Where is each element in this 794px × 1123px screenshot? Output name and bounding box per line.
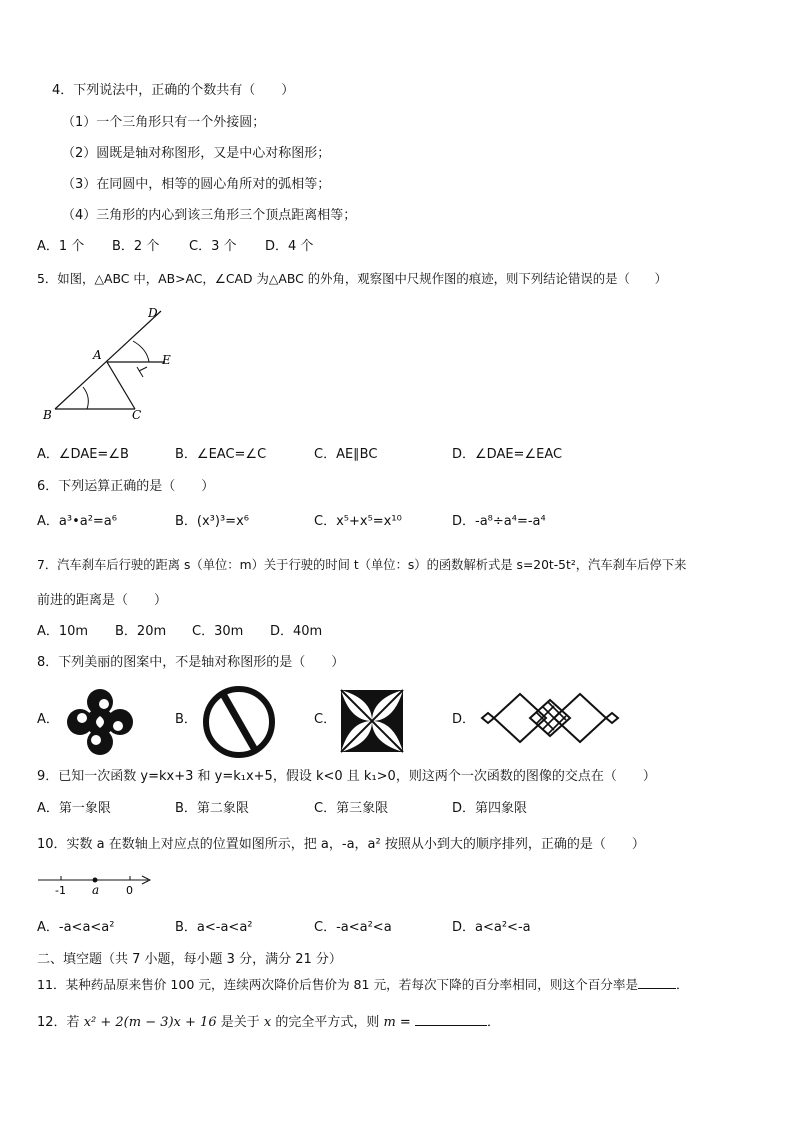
- q6-option-a: A．a³•a²=a⁶: [37, 514, 117, 529]
- q9-option-d: D．第四象限: [452, 801, 528, 816]
- q9-option-c: C．第三象限: [314, 801, 389, 816]
- q5-option-a: A．∠DAE=∠B: [37, 447, 129, 462]
- q7-stem-line2: 前进的距离是（ ）: [37, 593, 168, 608]
- section-title-fill-in: 二、填空题（共 7 小题，每小题 3 分，满分 21 分）: [37, 952, 342, 967]
- q10-option-d: D．a<a²<-a: [452, 920, 531, 935]
- q9-stem: 9．已知一次函数 y=kx+3 和 y=k₁x+5，假设 k<0 且 k₁>0，则这两个一次函数的图像的交点在（ ）: [37, 769, 656, 784]
- tick-label-zero: 0: [126, 884, 133, 897]
- q8-option-b: B．: [175, 712, 197, 727]
- q11-stem: [37, 976, 689, 994]
- q10-option-b: B．a<-a<a²: [175, 920, 253, 935]
- q8-option-a: A．: [37, 712, 59, 727]
- q8-pattern-b-circle-slash: [201, 684, 277, 760]
- q9-option-b: B．第二象限: [175, 801, 249, 816]
- arc-angle-dae: [133, 341, 149, 362]
- arc-mark-1: [137, 367, 143, 377]
- label-e: E: [162, 353, 171, 367]
- q7-stem-line1: 7．汽车刹车后行驶的距离 s（单位：m）关于行驶的时间 t（单位：s）的函数解析式是 s=20t-5t²，汽车刹车后停下来: [37, 558, 687, 572]
- q5-option-b: B．∠EAC=∠C: [175, 447, 267, 462]
- q12-suffix: 的完全平方式，则: [271, 1015, 384, 1030]
- q4-item-1: （1）一个三角形只有一个外接圆；: [62, 115, 266, 130]
- q9-option-a: A．第一象限: [37, 801, 111, 816]
- q12-answer-blank[interactable]: [415, 1013, 487, 1026]
- q10-option-a: A．-a<a<a²: [37, 920, 115, 935]
- q8-stem: 8．下列美丽的图案中，不是轴对称图形的是（ ）: [37, 655, 345, 670]
- q6-stem: 6．下列运算正确的是（ ）: [37, 479, 215, 494]
- label-d: D: [148, 306, 158, 320]
- q8-pattern-d-endless-knot: [480, 690, 626, 746]
- q6-option-b: B．(x³)³=x⁶: [175, 514, 249, 529]
- q4-item-4: （4）三角形的内心到该三角形三个顶点距离相等；: [62, 208, 357, 223]
- q10-option-c: C．-a<a²<a: [314, 920, 392, 935]
- q12-tail: ．: [486, 1015, 500, 1030]
- q10-stem: 10．实数 a 在数轴上对应点的位置如图所示，把 a，-a，a² 按照从小到大的顺序排列，正确的是（ ）: [37, 837, 645, 852]
- q12-middle: 是关于: [216, 1015, 264, 1030]
- q4-stem: 4．下列说法中，正确的个数共有（ ）: [52, 83, 295, 98]
- q6-option-d: D．-a⁸÷a⁴=-a⁴: [452, 514, 546, 529]
- q12-prefix: 12．若: [37, 1015, 84, 1030]
- tick-label-minus-one: -1: [55, 884, 66, 897]
- q8-option-d: D．: [452, 712, 476, 727]
- q4-option-a: A．1 个: [37, 239, 85, 254]
- q12-equals: =: [395, 1015, 415, 1030]
- point-label-a: a: [92, 883, 100, 897]
- line-ac: [107, 362, 135, 409]
- arc-angle-b: [83, 387, 88, 409]
- q4-option-b: B．2 个: [112, 239, 160, 254]
- q5-option-d: D．∠DAE=∠EAC: [452, 447, 563, 462]
- q4-item-2: （2）圆既是轴对称图形，又是中心对称图形；: [62, 146, 331, 161]
- q11-answer-blank[interactable]: [638, 976, 676, 989]
- q5-option-c: C．AE∥BC: [314, 447, 378, 462]
- arc-mark-2: [139, 367, 147, 371]
- q7-option-a: A．10m: [37, 624, 89, 639]
- q7-option-b: B．20m: [115, 624, 167, 639]
- q12-stem: [37, 1013, 500, 1032]
- q8-option-c: C．: [314, 712, 337, 727]
- q12-variable-x: x: [263, 1015, 272, 1030]
- q4-item-3: （3）在同圆中，相等的圆心角所对的弧相等；: [62, 177, 331, 192]
- q8-pattern-a-swirl: [64, 686, 136, 758]
- q6-option-c: C．x⁵+x⁵=x¹⁰: [314, 514, 402, 529]
- q10-number-line: [38, 870, 154, 896]
- q12-variable-m: m: [383, 1015, 396, 1030]
- label-a: A: [93, 348, 102, 362]
- q4-option-d: D．4 个: [265, 239, 314, 254]
- q5-geometry-figure: [35, 305, 185, 425]
- label-b: B: [43, 408, 52, 422]
- q5-stem: 5．如图，△ABC 中，AB>AC，∠CAD 为△ABC 的外角，观察图中尺规作图的痕迹，则下列结论错误的是（ ）: [37, 271, 668, 286]
- q8-pattern-c-square-leaves: [340, 689, 404, 753]
- q7-option-d: D．40m: [270, 624, 323, 639]
- q11-tail: ．: [676, 977, 689, 992]
- q4-option-c: C．3 个: [189, 239, 237, 254]
- q12-expression: x² + 2(m − 3)x + 16: [83, 1015, 217, 1030]
- q11-text: 11．某种药品原来售价 100 元，连续两次降价后售价为 81 元，若每次下降的百分率相同，则这个百分率是: [37, 977, 639, 992]
- line-bd: [55, 311, 161, 409]
- label-c: C: [132, 408, 142, 422]
- q7-option-c: C．30m: [192, 624, 244, 639]
